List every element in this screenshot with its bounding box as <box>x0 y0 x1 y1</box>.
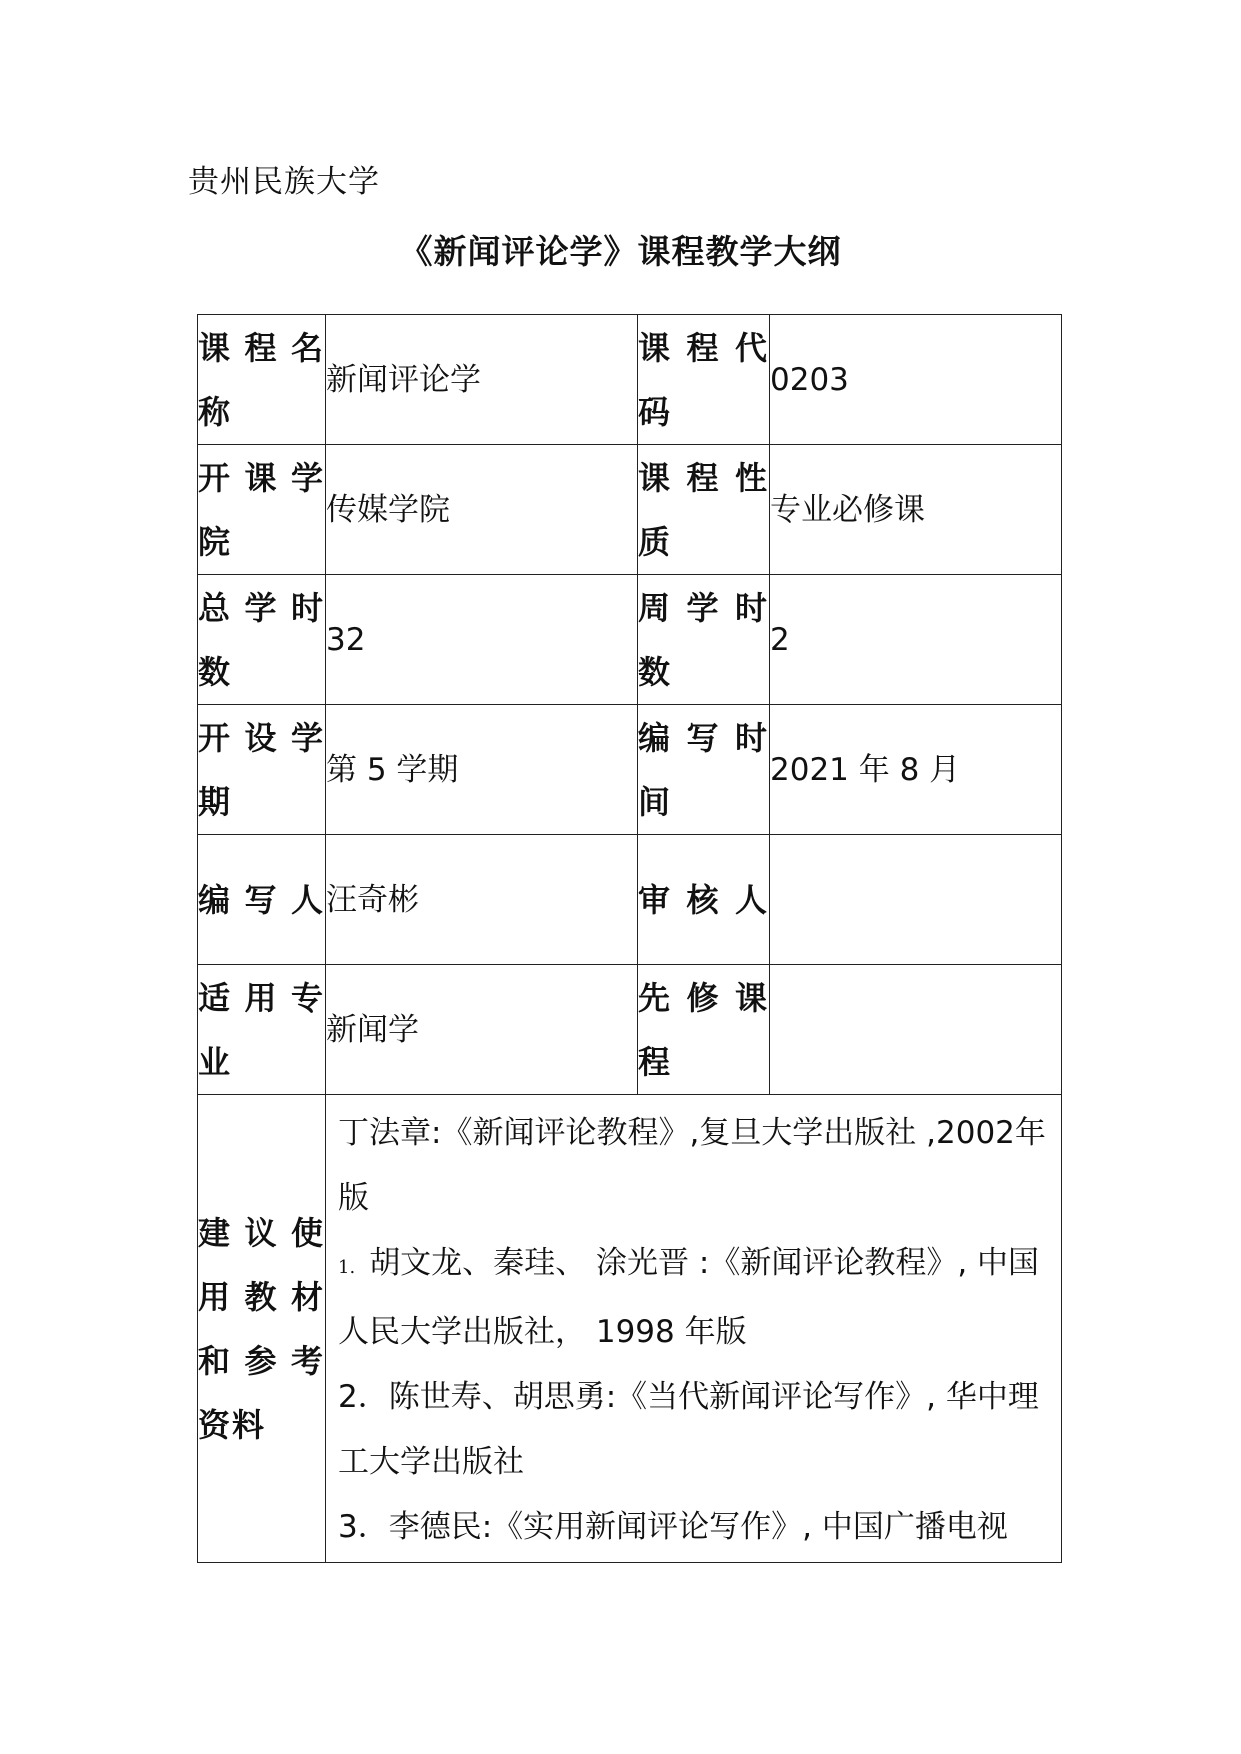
label-weekly-hours: 周学时数 <box>638 575 770 705</box>
label-school: 开课学院 <box>198 445 326 575</box>
value-reviewer <box>770 835 1062 965</box>
label-written-date: 编写时间 <box>638 705 770 835</box>
value-course-type: 专业必修课 <box>770 445 1062 575</box>
label-references: 建议使用教材和参考资料 <box>198 1095 326 1563</box>
reference-item <box>338 1495 1051 1560</box>
table-row <box>198 965 1062 1095</box>
label-reviewer: 审核人 <box>638 835 770 965</box>
label-total-hours: 总学时数 <box>198 575 326 705</box>
value-written-date: 2021 年 8 月 <box>770 705 1062 835</box>
document-title: 《新闻评论学》课程教学大纲 <box>399 232 842 271</box>
reference-text: 3．李德民:《实用新闻评论写作》, 中国广播电视 <box>338 1509 1008 1545</box>
table-row <box>198 575 1062 705</box>
value-major: 新闻学 <box>326 965 638 1095</box>
value-school: 传媒学院 <box>326 445 638 575</box>
label-course-name: 课程名称 <box>198 315 326 445</box>
table-row <box>198 1095 1062 1563</box>
value-course-code: 0203 <box>770 315 1062 445</box>
value-weekly-hours: 2 <box>770 575 1062 705</box>
reference-number: 1. <box>338 1257 356 1278</box>
label-author: 编写人 <box>198 835 326 965</box>
reference-item <box>338 1365 1051 1495</box>
reference-item <box>338 1231 1051 1365</box>
value-prerequisite <box>770 965 1062 1095</box>
syllabus-info-table <box>197 314 1062 1563</box>
label-course-code: 课程代码 <box>638 315 770 445</box>
table-row <box>198 835 1062 965</box>
reference-text: 2．陈世寿、胡思勇:《当代新闻评论写作》, 华中理工大学出版社 <box>338 1379 1039 1480</box>
table-row <box>198 705 1062 835</box>
label-course-type: 课程性质 <box>638 445 770 575</box>
reference-text: 丁法章:《新闻评论教程》,复旦大学出版社 ,2002年版 <box>338 1115 1046 1216</box>
label-semester: 开设学期 <box>198 705 326 835</box>
value-author: 汪奇彬 <box>326 835 638 965</box>
reference-item <box>338 1101 1051 1231</box>
table-row <box>198 315 1062 445</box>
references-list <box>326 1095 1062 1563</box>
reference-text: 胡文龙、秦珪、 涂光晋 :《新闻评论教程》, 中国人民大学出版社， 1998 年版 <box>338 1245 1040 1350</box>
value-total-hours: 32 <box>326 575 638 705</box>
table-row <box>198 445 1062 575</box>
university-name: 贵州民族大学 <box>188 164 380 200</box>
value-course-name: 新闻评论学 <box>326 315 638 445</box>
label-prerequisite: 先修课程 <box>638 965 770 1095</box>
label-major: 适用专业 <box>198 965 326 1095</box>
value-semester: 第 5 学期 <box>326 705 638 835</box>
